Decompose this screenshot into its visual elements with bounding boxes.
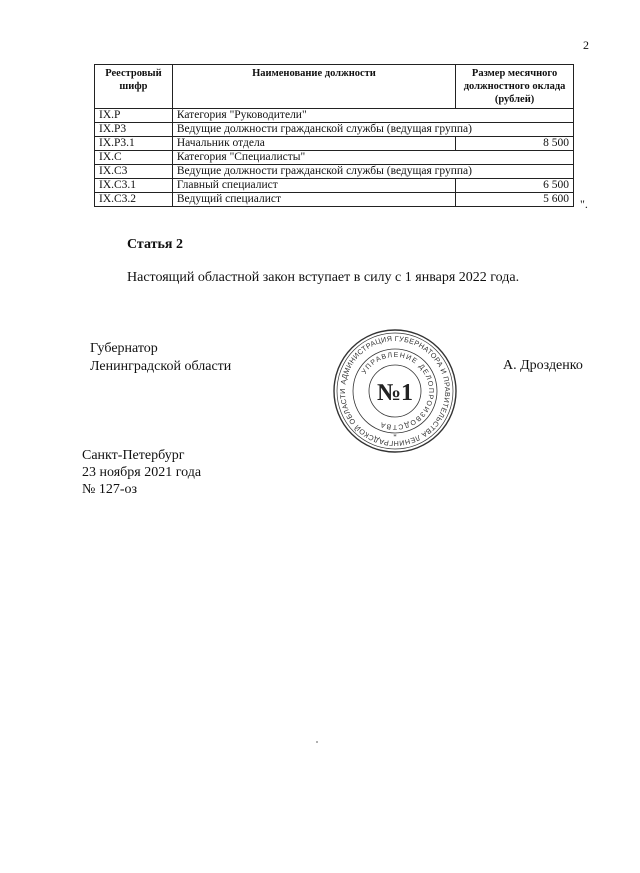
article-heading: Статья 2: [127, 237, 183, 252]
row-code: IX.С3: [95, 165, 173, 179]
table-header-row: [95, 65, 574, 109]
seal-star-icon: *: [393, 433, 397, 441]
row-name: Ведущий специалист: [172, 193, 455, 207]
row-name: Ведущие должности гражданской службы (ведущая группа): [172, 165, 573, 179]
row-salary: 5 600: [456, 193, 574, 207]
signer-title: [90, 340, 231, 376]
page-number: 2: [583, 38, 589, 52]
row-name: Начальник отдела: [172, 137, 455, 151]
row-name: Ведущие должности гражданской службы (ведущая группа): [172, 123, 573, 137]
official-seal: [332, 328, 458, 454]
table-row: [95, 179, 574, 193]
row-salary: 8 500: [456, 137, 574, 151]
article-text: Настоящий областной закон вступает в силу с 1 января 2022 года.: [127, 270, 520, 285]
table-row: [95, 109, 574, 123]
closing-quote: ".: [580, 197, 588, 211]
table-row: [95, 165, 574, 179]
header-position: Наименование должности: [172, 65, 455, 109]
table-row: [95, 123, 574, 137]
salary-table: [94, 64, 574, 207]
table-row: [95, 151, 574, 165]
footer-law-number: № 127-оз: [82, 482, 138, 497]
row-code: IX.Р3: [95, 123, 173, 137]
scan-dot: [316, 741, 318, 743]
row-code: IX.Р3.1: [95, 137, 173, 151]
signer-name: А. Дрозденко: [503, 358, 583, 373]
header-salary: Размер месячного должностного оклада (рублей): [456, 65, 574, 109]
row-code: IX.Р: [95, 109, 173, 123]
seal-outer-text: АДМИНИСТРАЦИЯ ГУБЕРНАТОРА И ПРАВИТЕЛЬСТВА ЛЕНИНГРАДСКОЙ ОБЛАСТИ: [337, 333, 453, 449]
footer-city: Санкт-Петербург: [82, 448, 185, 463]
header-code: Реестровый шифр: [95, 65, 173, 109]
seal-inner-text: УПРАВЛЕНИЕ ДЕЛОПРОИЗВОДСТВА: [360, 351, 435, 431]
row-code: IX.С3.1: [95, 179, 173, 193]
signer-title-line1: Губернатор: [90, 341, 158, 356]
row-code: IX.С3.2: [95, 193, 173, 207]
row-code: IX.С: [95, 151, 173, 165]
row-name: Категория "Руководители": [172, 109, 573, 123]
document-footer: [82, 447, 201, 498]
signer-title-line2: Ленинградской области: [90, 359, 232, 374]
table-row: [95, 137, 574, 151]
row-salary: 6 500: [456, 179, 574, 193]
seal-center-number: №1: [376, 380, 414, 406]
row-name: Главный специалист: [172, 179, 455, 193]
row-name: Категория "Специалисты": [172, 151, 573, 165]
footer-date: 23 ноября 2021 года: [82, 465, 202, 480]
table-row: [95, 193, 574, 207]
